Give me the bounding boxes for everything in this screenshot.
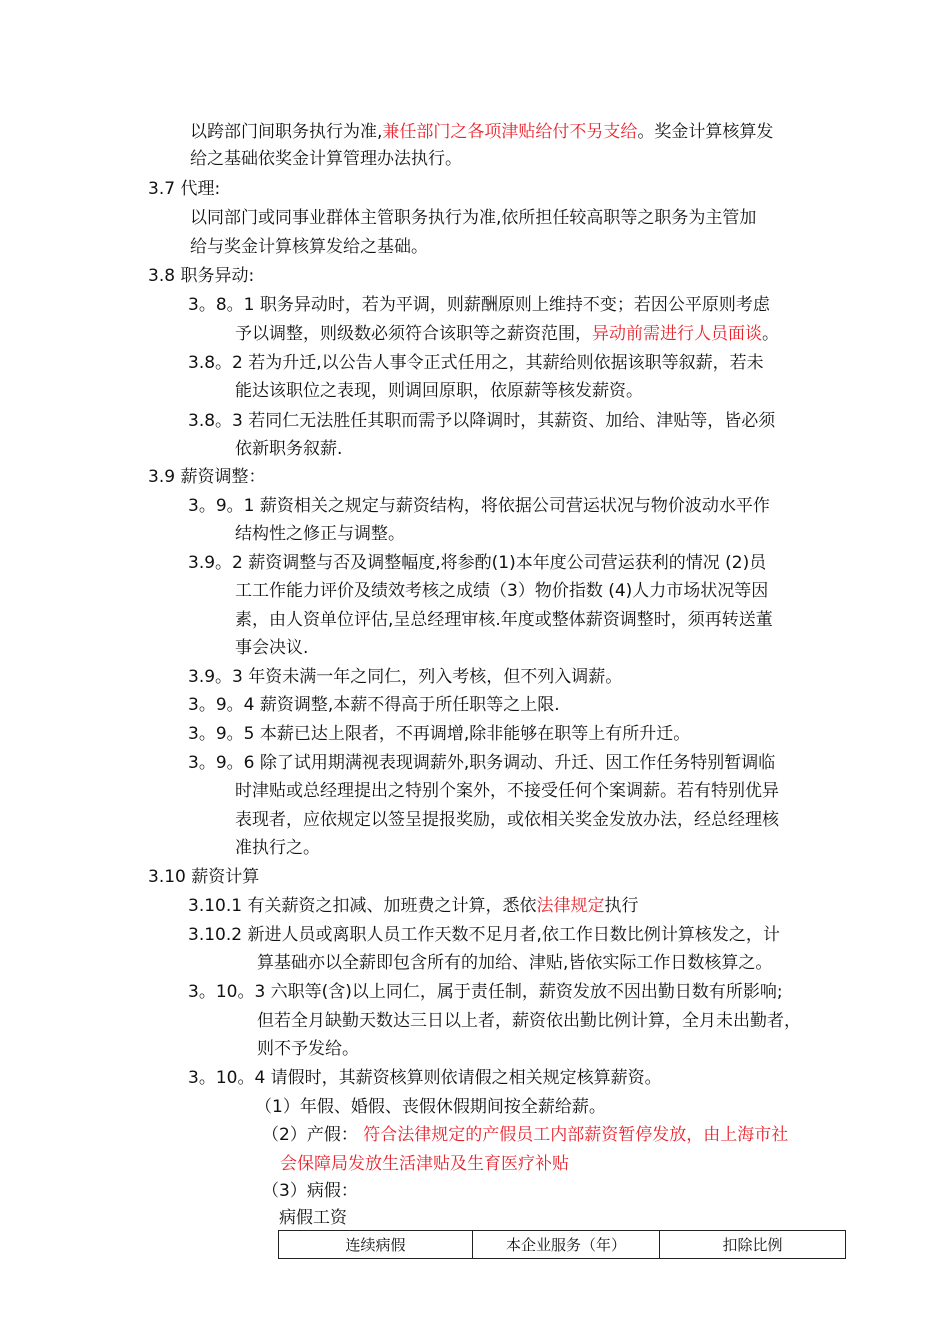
text-line: 3.8。3 若同仁无法胜任其职而需予以降调时，其薪资、加给、津贴等，皆必须	[188, 411, 776, 431]
text-line: 事会决议.	[235, 638, 309, 658]
table-header-row	[279, 1231, 846, 1259]
text-line: 3。10。3 六职等(含)以上同仁，属于责任制，薪资发放不因出勤日数有所影响;	[188, 982, 783, 1002]
highlight-text: 异动前需进行人员面谈	[592, 324, 762, 344]
text-line: 3。8。1 职务异动时，若为平调，则薪酬原则上维持不变；若因公平原则考虑	[188, 295, 770, 315]
highlight-text: 法律规定	[536, 896, 605, 916]
table-header-cell: 连续病假	[279, 1231, 473, 1259]
text-line: （3）病假：	[262, 1181, 358, 1201]
section-heading: 3.7 代理:	[148, 179, 221, 199]
text-line: 3。10。4 请假时，其薪资核算则依请假之相关规定核算薪资。	[188, 1068, 662, 1088]
text-line: 素，由人资单位评估,呈总经理审核.年度或整体薪资调整时，须再转送董	[235, 610, 773, 630]
table-caption: 病假工资	[279, 1208, 347, 1228]
section-heading: 3.10 薪资计算	[148, 867, 260, 887]
text-line: 3。9。1 薪资相关之规定与薪资结构，将依据公司营运状况与物价波动水平作	[188, 496, 770, 516]
text-line: 算基础亦以全薪即包含所有的加给、津贴,皆依实际工作日数核算之。	[257, 953, 773, 973]
text-line: 3.9。2 薪资调整与否及调整幅度,将参酌(1)本年度公司营运获利的情况 (2)员	[188, 553, 767, 573]
text-line: 3.9。3 年资未满一年之同仁，列入考核，但不列入调薪。	[188, 667, 623, 687]
text-line: 3.10.1 有关薪资之扣减、加班费之计算，悉依法律规定执行	[188, 896, 639, 916]
text-line: 给与奖金计算核算发给之基础。	[190, 237, 428, 257]
highlight-text: 符合法律规定的产假员工内部薪资暂停发放，由上海市社	[363, 1125, 789, 1145]
text-line: 时津贴或总经理提出之特别个案外，不接受任何个案调薪。若有特别优异	[235, 781, 779, 801]
section-heading: 3.9 薪资调整：	[148, 467, 266, 487]
text-line: 3。9。6 除了试用期满视表现调薪外,职务调动、升迁、因工作任务特别暂调临	[188, 753, 776, 773]
text-line: 会保障局发放生活津贴及生育医疗补贴	[280, 1154, 569, 1174]
table-header-cell: 扣除比例	[660, 1231, 846, 1259]
text-line: 结构性之修正与调整。	[235, 524, 405, 544]
text-line: 给之基础依奖金计算管理办法执行。	[190, 149, 462, 169]
text-line: 则不予发给。	[257, 1039, 359, 1059]
text-line: （2）产假： 符合法律规定的产假员工内部薪资暂停发放，由上海市社	[262, 1125, 789, 1145]
text-line: （1）年假、婚假、丧假休假期间按全薪给薪。	[255, 1097, 606, 1117]
text-line: 3.10.2 新进人员或离职人员工作天数不足月者,依工作日数比例计算核发之，计	[188, 925, 780, 945]
sick-leave-table	[278, 1230, 846, 1259]
text-line: 但若全月缺勤天数达三日以上者，薪资依出勤比例计算，全月未出勤者，	[257, 1011, 801, 1031]
highlight-text: 兼任部门之各项津贴给付不另支给	[382, 122, 638, 142]
text-line: 依新职务叙薪.	[235, 439, 343, 459]
text-line: 准执行之。	[235, 838, 320, 858]
text-line: 3。9。5 本薪已达上限者，不再调增,除非能够在职等上有所升迁。	[188, 724, 691, 744]
text-line: 以同部门或同事业群体主管职务执行为准,依所担任较高职等之职务为主管加	[190, 208, 757, 228]
text-line: 予以调整，则级数必须符合该职等之薪资范围，异动前需进行人员面谈。	[235, 324, 779, 344]
text-line: 以跨部门间职务执行为准,兼任部门之各项津贴给付不另支给。奖金计算核算发	[190, 122, 774, 142]
text-line: 3。9。4 薪资调整,本薪不得高于所任职等之上限.	[188, 695, 560, 715]
text-line: 3.8。2 若为升迁,以公告人事令正式任用之，其薪给则依据该职等叙薪，若未	[188, 353, 764, 373]
text-line: 工工作能力评价及绩效考核之成绩（3）物价指数 (4)人力市场状况等因	[235, 581, 769, 601]
section-heading: 3.8 职务异动:	[148, 266, 255, 286]
text-line: 表现者，应依规定以签呈提报奖励，或依相关奖金发放办法，经总经理核	[235, 810, 779, 830]
text-line: 能达该职位之表现，则调回原职，依原薪等核发薪资。	[235, 381, 643, 401]
table-header-cell: 本企业服务（年）	[473, 1231, 660, 1259]
